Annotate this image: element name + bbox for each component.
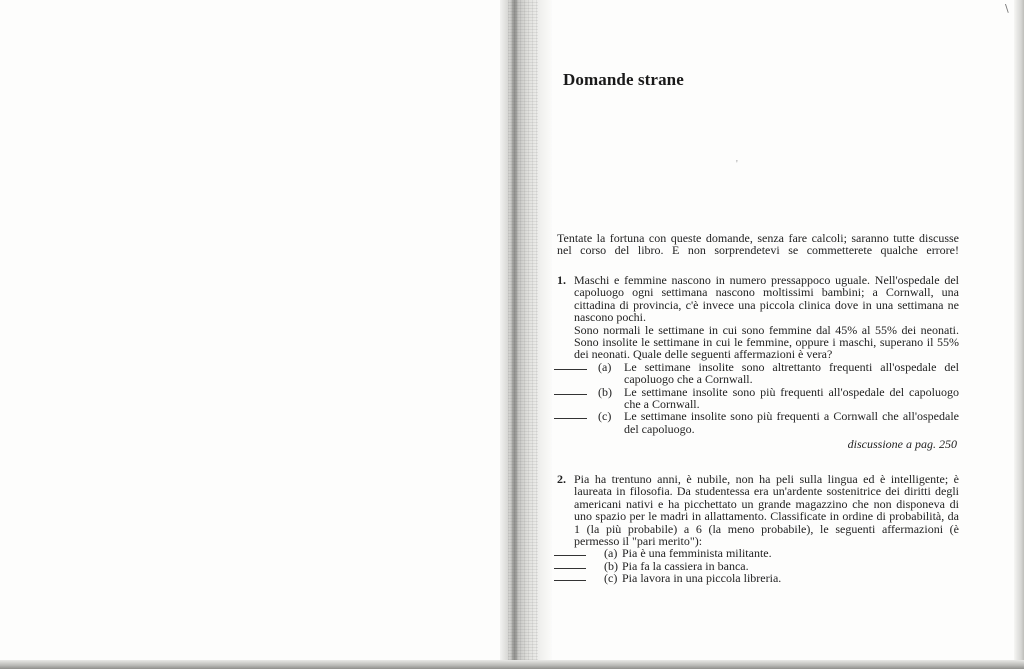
page-bottom-edge <box>0 660 1024 669</box>
answer-blank[interactable] <box>554 418 587 419</box>
answer-blank[interactable] <box>554 568 586 569</box>
answer-blank[interactable] <box>554 555 586 556</box>
option-text: Le settimane insolite sono più frequenti all'ospedale del capoluogo che a Cornwall. <box>624 384 959 412</box>
discussion-reference: discussione a pag. 250 <box>847 437 957 452</box>
intro-text: Tentate la fortuna con queste domande, senza fare calcoli; saranno tutte discusse nel corso del libro. E non sorprendetevi se commetterete qualche errore! <box>557 231 959 258</box>
answer-option-b <box>557 386 959 411</box>
answer-blank[interactable] <box>554 369 587 370</box>
answer-option-c <box>557 572 959 584</box>
option-letter: (b) <box>598 384 612 399</box>
option-text: Pia lavora in una piccola libreria. <box>622 571 782 586</box>
intro-paragraph <box>557 232 959 269</box>
option-letter: (b) <box>604 558 618 573</box>
option-letter: (a) <box>604 546 618 561</box>
page-right-edge <box>1014 0 1024 669</box>
question-number: 1. <box>557 273 566 287</box>
answer-option-c <box>557 410 959 435</box>
question-paragraph: Pia ha trentuno anni, è nubile, non ha peli sulla lingua ed è intelligente; è laureata in filosofia. Da studentessa era un'ardente sostenitrice dei diritti degli americani nativi e ha picchettato un grande magazzino che non disponeva di uno spazio per le madri in allattamento. Classificate in ordine di probabilità, da 1 (la più probabile) a 6 (la meno probabile), le seguenti affermazioni (è permesso il "pari merito"): <box>574 472 959 549</box>
answer-blank[interactable] <box>554 394 587 395</box>
page-title: Domande strane <box>563 70 684 89</box>
option-letter: (a) <box>598 359 612 374</box>
answer-option-a <box>557 361 959 386</box>
answer-blank[interactable] <box>554 580 586 581</box>
gutter-texture <box>508 0 538 669</box>
question-number: 2. <box>557 472 566 486</box>
stray-mark: ' <box>736 159 738 170</box>
question-1 <box>557 274 959 451</box>
question-paragraph: Maschi e femmine nascono in numero pressappoco uguale. Nell'ospedale del capoluogo ogni settimana nascono moltissimi bambini; a Cornwall, una cittadina di provincia, c'è invece una piccola clinica dove in una settimana ne nascono pochi. <box>574 273 959 325</box>
option-text: Pia è una femminista militante. <box>622 546 772 561</box>
option-text: Le settimane insolite sono più frequenti a Cornwall che all'ospedale del capoluogo. <box>624 409 959 436</box>
question-2 <box>557 473 959 585</box>
option-letter: (c) <box>598 409 612 424</box>
option-letter: (c) <box>604 571 618 586</box>
left-page-blank <box>0 0 500 662</box>
option-text: Le settimane insolite sono altrettanto frequenti all'ospedale del capoluogo che a Cornwall. <box>624 359 959 387</box>
answer-option-a <box>557 547 959 559</box>
option-text: Pia fa la cassiera in banca. <box>622 558 749 573</box>
corner-mark: \ <box>1005 2 1009 15</box>
question-paragraph: Sono normali le settimane in cui sono femmine dal 45% al 55% dei neonati. Sono insolite le settimane in cui le femmine, oppure i maschi, superano il 55% dei neonati. Quale delle seguenti affermazioni è vera? <box>574 322 959 362</box>
